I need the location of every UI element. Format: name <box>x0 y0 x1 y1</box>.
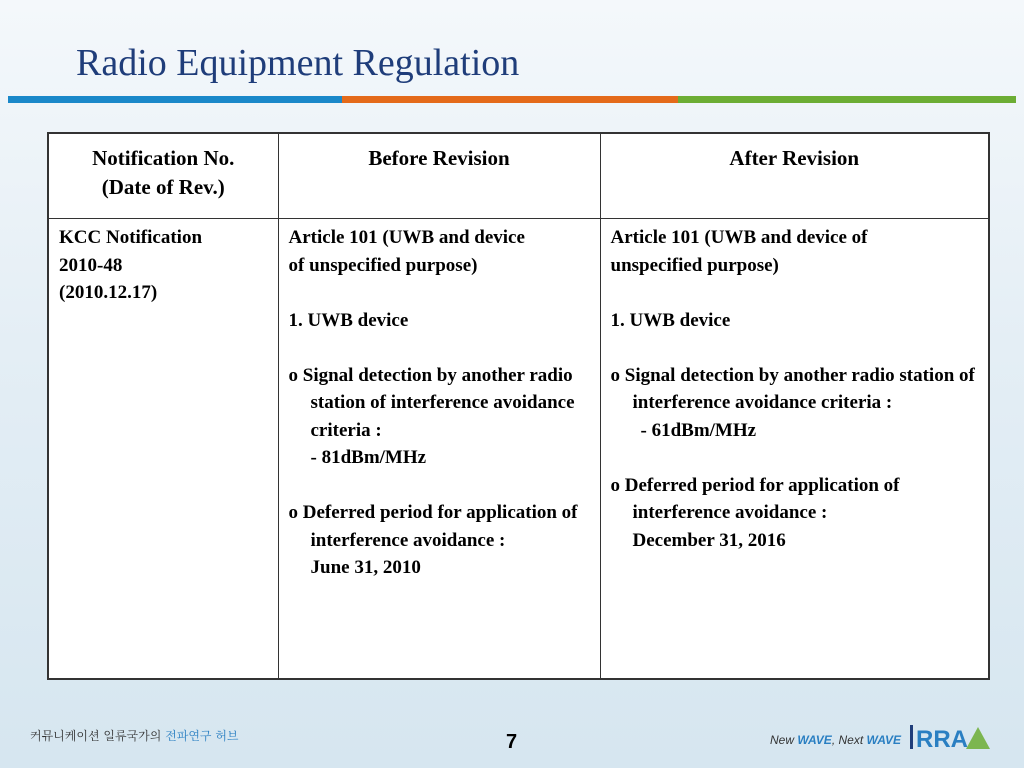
tagline-new: New <box>770 733 795 747</box>
notification-line1: KCC Notification <box>59 227 203 248</box>
header-after-revision: After Revision <box>600 133 989 219</box>
after-article-line1: Article 101 (UWB and device of <box>610 227 868 248</box>
before-deferred-period: o Deferred period for application of interference avoidance : <box>288 502 578 551</box>
regulation-table <box>47 132 990 680</box>
logo-text: RRA <box>916 726 968 751</box>
tagline-wave-2: WAVE <box>866 733 901 747</box>
tagline-wave-1: WAVE <box>797 733 832 747</box>
footer-slogan <box>30 727 239 744</box>
notification-line3: (2010.12.17) <box>59 282 158 303</box>
after-signal-detection: o Signal detection by another radio station of interference avoidance criteria : <box>610 364 975 413</box>
after-article-line2: unspecified purpose) <box>610 254 779 276</box>
title-rule-blue <box>8 96 342 103</box>
before-signal-detection: o Signal detection by another radio station of interference avoidance criteria : <box>288 364 575 441</box>
logo-triangle <box>966 727 990 749</box>
header-notification-line2: (Date of Rev.) <box>101 175 225 199</box>
footer-slogan-prefix: 커뮤니케이션 일류국가의 <box>30 729 162 743</box>
table-header-row <box>48 133 989 219</box>
logo-bar <box>910 725 913 749</box>
before-deferred-value: June 31, 2010 <box>310 557 421 578</box>
title-rule-green <box>678 96 1016 103</box>
table-row <box>48 219 989 680</box>
before-article-line2: of unspecified purpose) <box>288 254 478 276</box>
cell-notification <box>48 219 278 680</box>
after-deferred-value: December 31, 2016 <box>632 529 786 551</box>
header-before-revision: Before Revision <box>278 133 600 219</box>
before-signal-value: - 81dBm/MHz <box>310 447 427 468</box>
tagline-next: Next <box>838 733 864 747</box>
before-article-line1: Article 101 (UWB and device <box>288 227 525 248</box>
tagline-comma: , <box>831 733 836 747</box>
notification-line2: 2010-48 <box>59 254 123 276</box>
before-item: 1. UWB device <box>288 309 409 331</box>
slide-title: Radio Equipment Regulation <box>76 42 520 84</box>
title-rule-orange <box>342 96 678 103</box>
cell-after-revision <box>600 219 989 680</box>
header-notification <box>48 133 278 219</box>
footer-slogan-highlight: 전파연구 허브 <box>165 729 239 743</box>
page-number: 7 <box>506 731 518 753</box>
rra-logo <box>910 723 990 751</box>
after-signal-value: - 61dBm/MHz <box>640 419 757 441</box>
cell-before-revision <box>278 219 600 680</box>
after-deferred-period: o Deferred period for application of interference avoidance : <box>610 474 900 523</box>
footer-tagline <box>770 733 901 747</box>
header-notification-line1: Notification No. <box>92 146 235 170</box>
after-item: 1. UWB device <box>610 309 731 331</box>
